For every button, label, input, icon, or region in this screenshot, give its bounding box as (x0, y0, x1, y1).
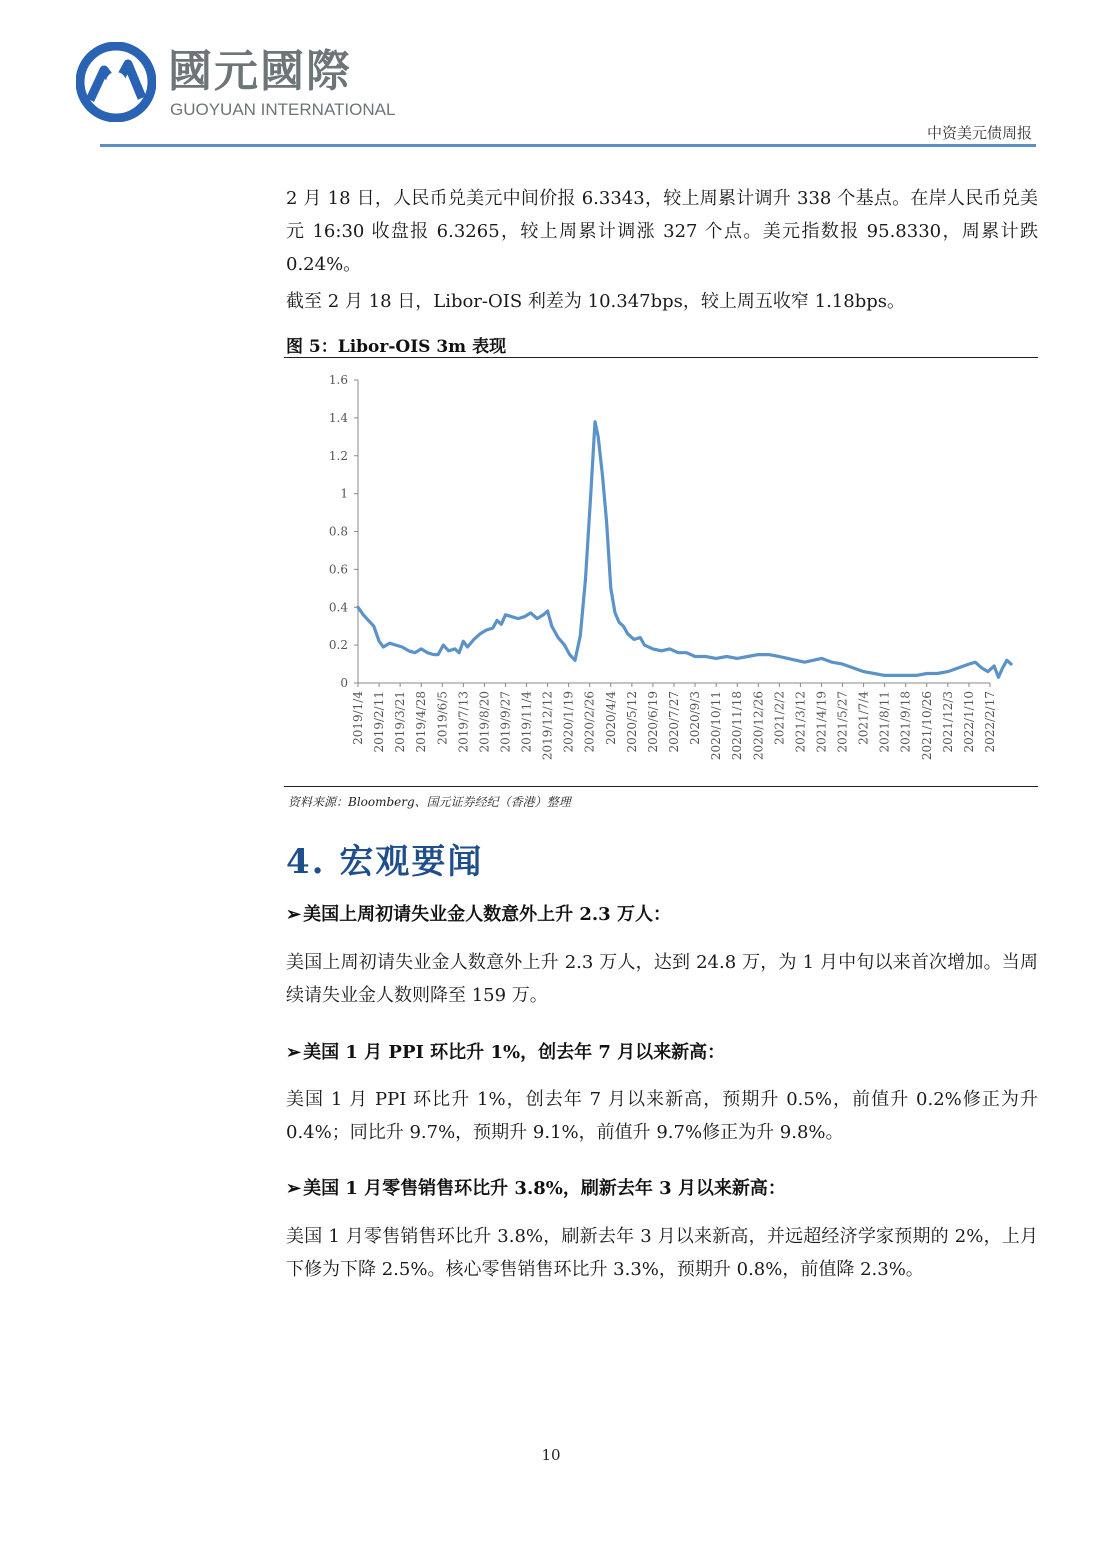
x-tick-label: 2020/7/27 (667, 691, 681, 753)
x-tick-label: 2020/2/26 (582, 691, 597, 753)
figure-title: 图 5：Libor-OIS 3m 表现 (286, 337, 507, 357)
y-tick-label: 0.8 (328, 524, 348, 539)
y-tick-label: 0 (340, 676, 348, 690)
news-body: 美国 1 月零售销售环比升 3.8%，刷新去年 3 月以来新高，并远超经济学家预期的 2%，上月下修为下降 2.5%。核心零售销售环比升 3.3%，预期升 0.8%，前值降 2.3%。 (286, 1226, 1038, 1280)
news-headline (286, 1174, 786, 1200)
x-tick-label: 2019/4/28 (414, 691, 429, 753)
series-line (358, 422, 1011, 678)
news-body: 美国上周初请失业金人数意外上升 2.3 万人，达到 24.8 万，为 1 月中旬以来首次增加。当周续请失业金人数则降至 159 万。 (286, 952, 1038, 1006)
x-tick-label: 2019/9/27 (498, 691, 513, 753)
news-headline-text: 美国 1 月 PPI 环比升 1%，创去年 7 月以来新高： (303, 1042, 726, 1063)
news-headline-text: 美国上周初请失业金人数意外上升 2.3 万人： (303, 904, 671, 925)
x-tick-label: 2019/8/20 (477, 691, 492, 753)
company-logo (76, 42, 396, 124)
y-tick-label: 1.4 (328, 410, 348, 425)
x-tick-label: 2020/9/3 (688, 691, 703, 745)
bullet-arrow-icon: ➢ (286, 1178, 302, 1199)
x-tick-label: 2020/4/4 (603, 691, 618, 745)
guoyuan-logo-icon (76, 42, 156, 122)
news-body: 美国 1 月 PPI 环比升 1%，创去年 7 月以来新高，预期升 0.5%，前值升 0.2%修正为升 0.4%；同比升 9.7%，预期升 9.1%，前值升 9.7%修正为升 9.8%。 (286, 1089, 1038, 1143)
x-tick-label: 2019/1/4 (351, 691, 365, 745)
x-tick-label: 2019/11/4 (519, 691, 534, 753)
x-tick-label: 2021/3/12 (793, 691, 808, 753)
y-tick-label: 0.2 (328, 638, 348, 653)
x-tick-label: 2020/6/19 (645, 691, 660, 753)
x-tick-label: 2020/1/19 (561, 691, 576, 753)
x-tick-label: 2019/3/21 (393, 691, 408, 753)
x-tick-label: 2020/11/18 (730, 691, 745, 761)
page-number: 10 (541, 1446, 561, 1464)
fx-paragraph: 2 月 18 日，人民币兑美元中间价报 6.3343，较上周累计调升 338 个基点。在岸人民币兑美元 16:30 收盘报 6.3265，较上周累计调涨 327 个点。美元指数报 95.8330，周累计跌 0.24%。 (286, 188, 1038, 275)
x-tick-label: 2021/9/18 (898, 691, 913, 753)
news-headline (286, 900, 671, 926)
x-tick-label: 2019/2/11 (372, 691, 387, 753)
figure-top-rule (284, 357, 1038, 358)
x-tick-label: 2022/2/17 (983, 691, 997, 753)
libor-ois-paragraph: 截至 2 月 18 日，Libor-OIS 利差为 10.347bps，较上周五收窄 1.18bps。 (286, 291, 905, 312)
y-tick-label: 0.4 (328, 600, 348, 615)
x-tick-label: 2020/5/12 (624, 691, 639, 753)
news-headline-text: 美国 1 月零售销售环比升 3.8%，刷新去年 3 月以来新高： (303, 1178, 786, 1199)
figure-source: 资料来源：Bloomberg、国元证券经纪（香港）整理 (288, 795, 571, 809)
figure-bottom-rule (284, 786, 1038, 787)
x-tick-label: 2021/2/2 (772, 691, 787, 745)
y-tick-label: 1 (340, 486, 348, 501)
y-tick-label: 1.2 (328, 448, 348, 463)
x-tick-label: 2019/6/5 (435, 691, 450, 745)
x-tick-label: 2021/5/27 (835, 691, 850, 753)
bullet-arrow-icon: ➢ (286, 1042, 302, 1063)
x-tick-label: 2021/8/11 (877, 691, 892, 753)
x-tick-label: 2022/1/10 (961, 691, 976, 753)
report-name: 中资美元债周报 (926, 124, 1032, 142)
news-headline (286, 1038, 725, 1064)
y-tick-label: 0.6 (328, 562, 348, 577)
x-tick-label: 2021/4/19 (814, 691, 829, 753)
header-divider (100, 144, 1036, 147)
x-tick-label: 2021/7/4 (856, 691, 871, 745)
x-tick-label: 2021/12/3 (940, 691, 955, 753)
x-tick-label: 2021/10/26 (919, 691, 934, 761)
bullet-arrow-icon: ➢ (286, 904, 302, 925)
section-title: 4. 宏观要闻 (286, 842, 484, 882)
logo-english-name: GUOYUAN INTERNATIONAL (170, 100, 396, 119)
logo-chinese-name: 國元國際 (168, 46, 352, 97)
x-tick-label: 2020/12/26 (751, 691, 766, 761)
x-tick-label: 2020/10/11 (709, 691, 724, 761)
x-tick-label: 2019/12/12 (540, 691, 555, 761)
y-tick-label: 1.6 (328, 373, 348, 387)
x-tick-label: 2019/7/13 (456, 691, 471, 753)
libor-ois-chart (284, 360, 1038, 785)
